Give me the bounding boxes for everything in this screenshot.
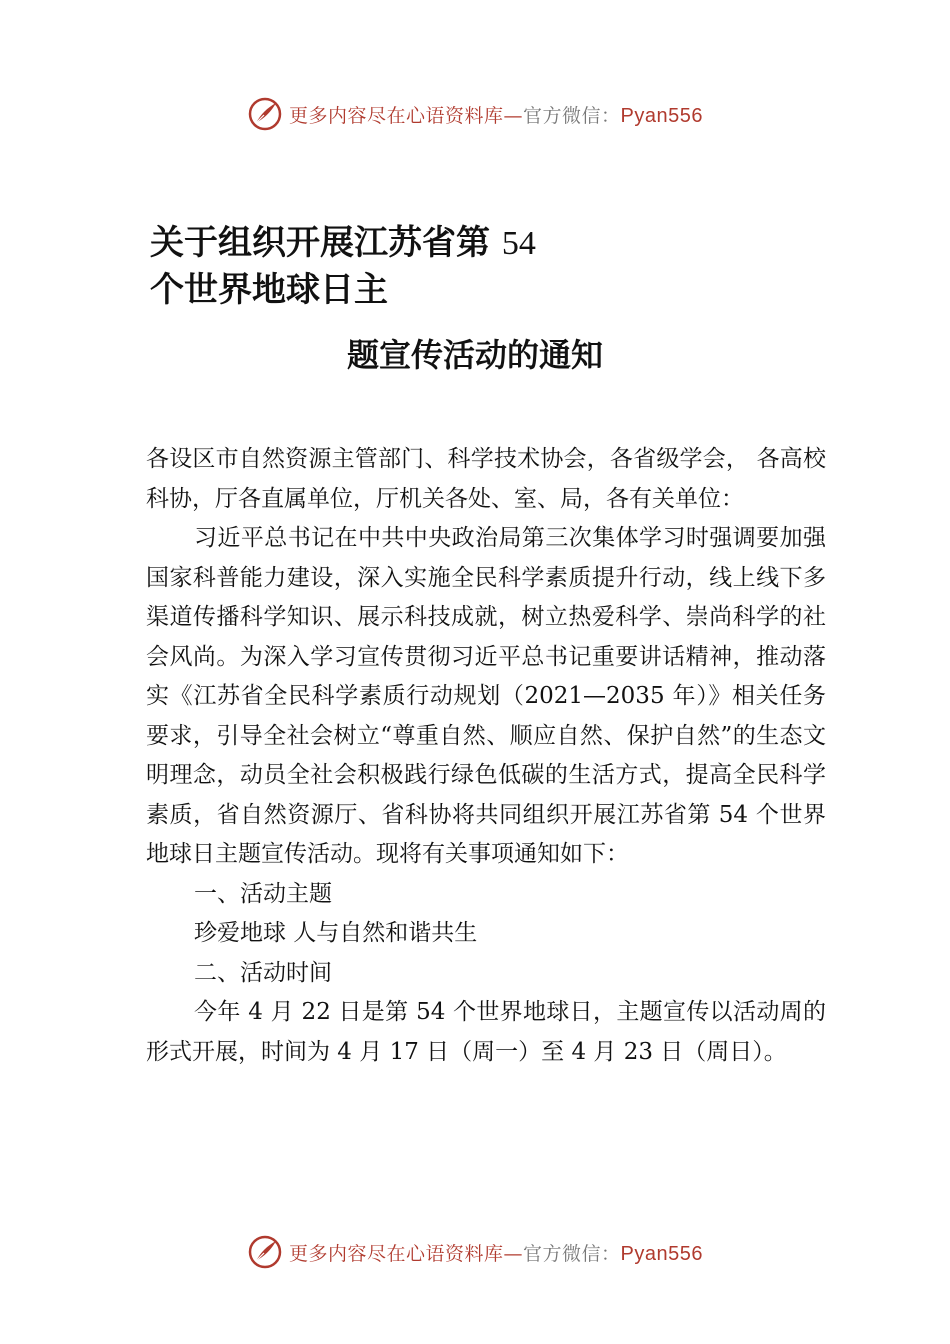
intro-paragraph: 习近平总书记在中共中央政治局第三次集体学习时强调要加强国家科普能力建设，深入实施全民科学素质提升行动，线上线下多渠道传播科学知识、展示科技成就，树立热爱科学、崇尚科学的社会风尚。为深入学习宣传贯彻习近平总书记重要讲话精神，推动落实《江苏省全民科学素质行动规划（2021—2035 年）》相关任务要求，引导全社会树立“尊重自然、顺应自然、保护自然”的生态文明理念，动员全社会积极践行绿色低碳的生活方式，提高全民科学素质，省自然资源厅、省科协将共同组织开展江苏省第 54 个世界地球日主题宣传活动。现将有关事项通知如下： <box>146 525 826 867</box>
document-title: 关于组织开展江苏省第 54 个世界地球日主 <box>150 223 536 310</box>
footer-watermark-banner <box>0 1232 950 1272</box>
watermark-text: 更多内容尽在心语资料库—官方微信：Pyan556 <box>289 1242 703 1265</box>
section-heading-time: 二、活动时间 <box>194 959 332 986</box>
activity-theme: 珍爱地球 人与自然和谐共生 <box>194 920 478 946</box>
addressee: 各设区市自然资源主管部门、科学技术协会，各省级学会， 各高校科协，厅各直属单位，厅机关各处、室、局，各有关单位： <box>146 446 826 512</box>
time-paragraph: 今年 4 月 22 日是第 54 个世界地球日，主题宣传以活动周的形式开展，时间为 4 月 17 日（周一）至 4 月 23 日（周日）。 <box>146 999 826 1065</box>
quill-logo-icon <box>247 96 283 132</box>
section-heading-theme: 一、活动主题 <box>194 880 332 907</box>
document-title-continued: 题宣传活动的通知 <box>346 336 603 374</box>
document-body <box>146 440 826 1072</box>
header-watermark-banner <box>0 94 950 134</box>
quill-logo-icon <box>247 1234 283 1270</box>
watermark-text: 更多内容尽在心语资料库—官方微信：Pyan556 <box>289 104 703 127</box>
